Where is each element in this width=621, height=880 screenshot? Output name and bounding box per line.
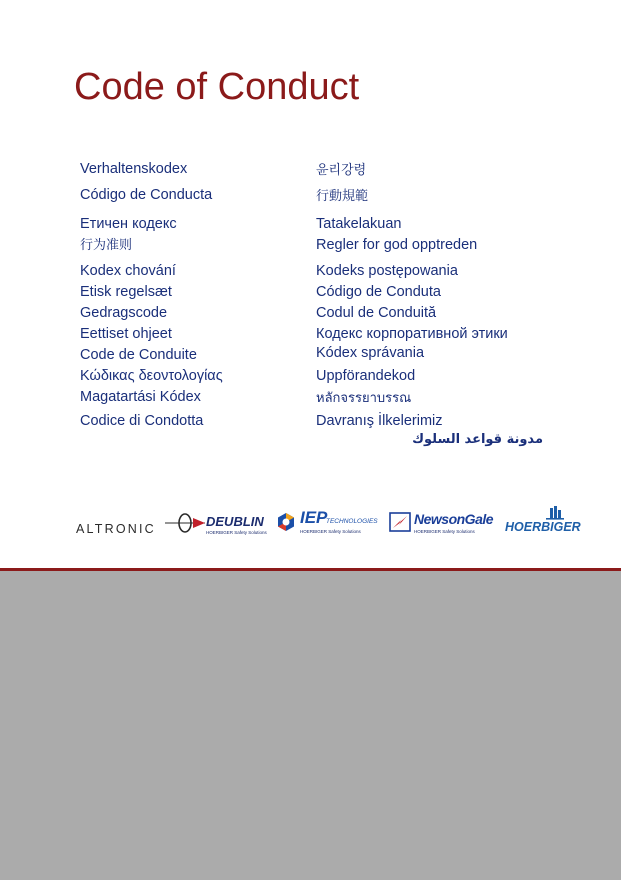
language-item: Gedragscode bbox=[80, 305, 168, 321]
language-item: Κώδικας δεοντολογίας bbox=[80, 368, 223, 384]
language-item: Кодекс корпоративной этики bbox=[316, 326, 508, 342]
language-item: Kodeks postępowania bbox=[316, 263, 458, 279]
language-item-arabic: مدونة قواعد السلوك bbox=[412, 432, 543, 447]
language-item: Kódex správania bbox=[316, 345, 425, 361]
language-item: Kodex chování bbox=[80, 263, 176, 279]
deublin-swoosh-icon bbox=[165, 512, 205, 534]
altronic-logo: ALTRONIC bbox=[76, 522, 156, 536]
language-item: Tatakelakuan bbox=[316, 216, 402, 232]
language-item: Codul de Conduită bbox=[316, 305, 437, 321]
language-item: 윤리강령 bbox=[316, 163, 367, 178]
deublin-logo: DEUBLIN bbox=[206, 514, 264, 529]
hoerbiger-logo: HOERBIGER bbox=[505, 520, 581, 534]
hoerbiger-emblem-icon bbox=[544, 506, 566, 520]
language-item: Regler for god opptreden bbox=[316, 237, 478, 253]
language-item: Етичен кодекс bbox=[80, 216, 177, 232]
language-item: Código de Conduta bbox=[316, 284, 441, 300]
language-item: Davranış İlkelerimiz bbox=[316, 413, 443, 429]
language-item: Codice di Condotta bbox=[80, 413, 204, 429]
iep-technologies-label: TECHNOLOGIES bbox=[326, 518, 378, 525]
newson-gale-tagline: HOERBIGER Safety Solutions bbox=[414, 529, 475, 534]
language-item: Eettiset ohjeet bbox=[80, 326, 172, 342]
language-item: Code de Conduite bbox=[80, 347, 197, 363]
language-item: Magatartási Kódex bbox=[80, 389, 201, 405]
deublin-tagline: HOERBIGER Safety Solutions bbox=[206, 530, 267, 535]
iep-hexagon-icon bbox=[276, 512, 296, 532]
language-item: Código de Conducta bbox=[80, 187, 213, 203]
language-item: 行動規範 bbox=[316, 189, 369, 204]
language-item: หลักจรรยาบรรณ bbox=[316, 391, 412, 406]
page-title: Code of Conduct bbox=[74, 66, 360, 108]
language-item: 行为准则 bbox=[80, 238, 133, 253]
language-item: Uppförandekod bbox=[316, 368, 416, 384]
iep-tagline: HOERBIGER Safety Solutions bbox=[300, 529, 361, 534]
iep-logo: IEP bbox=[300, 508, 328, 527]
language-item: Etisk regelsæt bbox=[80, 284, 172, 300]
newson-gale-bolt-icon bbox=[389, 512, 411, 532]
language-item: Verhaltenskodex bbox=[80, 161, 188, 177]
newson-gale-logo: NewsonGale bbox=[414, 511, 494, 527]
gray-footer-block bbox=[0, 571, 621, 880]
